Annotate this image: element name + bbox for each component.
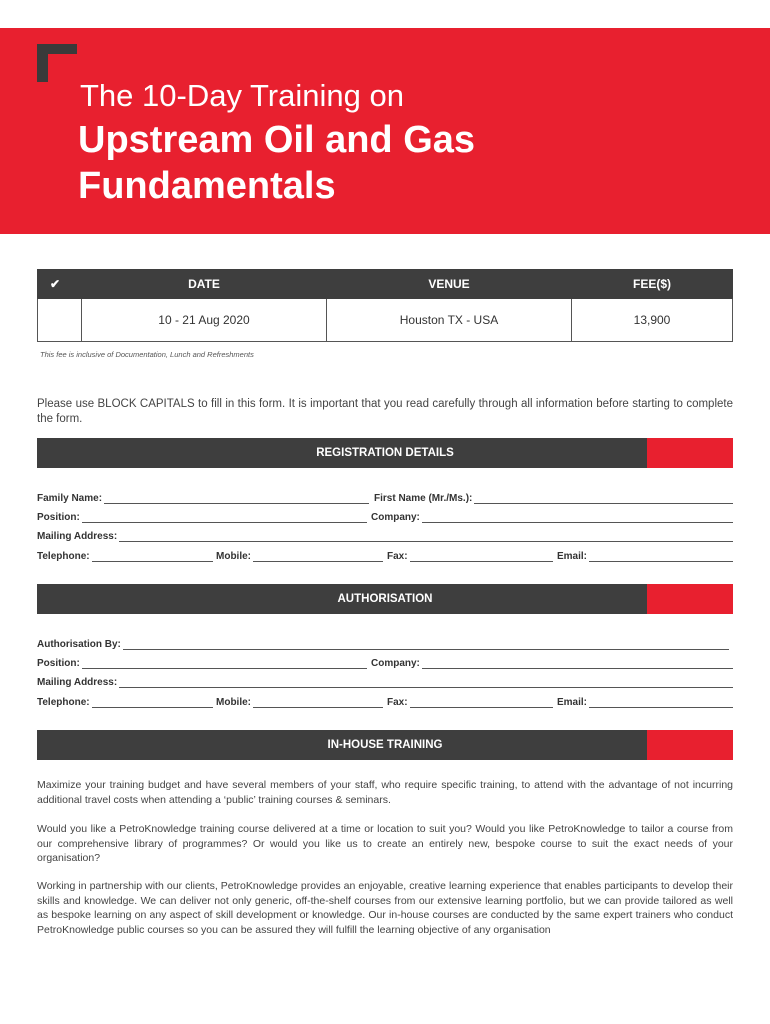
auth-email-field[interactable]: [557, 694, 733, 708]
authorisation-by-label: Authorisation By:: [37, 639, 121, 650]
inhouse-paragraph-2: Would you like a PetroKnowledge training course delivered at a time or location to suit you? Would you like PetroKnowledge to tailor a course from our comprehensive library of programmes? Or would you like us to create an entirely new, bespoke course to suit the exact needs of your organisation?: [37, 823, 733, 864]
schedule-row: [38, 299, 733, 342]
auth-position-label: Position:: [37, 658, 80, 669]
fax-field[interactable]: [387, 548, 553, 562]
form-instructions: Please use BLOCK CAPITALS to fill in this form. It is important that you read carefully through all information before starting to complete the form.: [37, 398, 733, 425]
cell-fee: 13,900: [572, 299, 733, 342]
registration-header: [37, 438, 733, 468]
auth-company-label: Company:: [371, 658, 420, 669]
telephone-field[interactable]: [37, 548, 213, 562]
authorisation-by-field[interactable]: [37, 636, 729, 650]
auth-fax-field[interactable]: [387, 694, 553, 708]
family-name-field[interactable]: [37, 490, 369, 504]
company-label: Company:: [371, 512, 420, 523]
auth-mailing-address-label: Mailing Address:: [37, 677, 118, 688]
check-icon: ✔: [38, 270, 82, 299]
authorisation-header: [37, 584, 733, 614]
title-line-3: Fundamentals: [78, 165, 336, 207]
inhouse-paragraph-1: Maximize your training budget and have several members of your staff, who require specific training, to attend with the advantage of not incurring additional travel costs when attending a ‘public’ training courses & seminars.: [37, 779, 733, 806]
title-line-2: Upstream Oil and Gas: [78, 119, 476, 161]
auth-mailing-address-field[interactable]: [37, 674, 733, 688]
authorisation-title: AUTHORISATION: [337, 593, 433, 605]
schedule-header-row: [38, 270, 733, 299]
header-venue: VENUE: [327, 270, 572, 299]
fax-label: Fax:: [387, 551, 408, 562]
auth-fax-label: Fax:: [387, 697, 408, 708]
first-name-field[interactable]: [374, 490, 733, 504]
fee-note: This fee is inclusive of Documentation, Lunch and Refreshments: [40, 350, 254, 359]
brand-logo-icon: [37, 44, 77, 82]
mobile-label: Mobile:: [216, 551, 251, 562]
cell-date: 10 - 21 Aug 2020: [82, 299, 327, 342]
position-label: Position:: [37, 512, 80, 523]
inhouse-header: [37, 730, 733, 760]
header-date: DATE: [82, 270, 327, 299]
mailing-address-field[interactable]: [37, 528, 733, 542]
auth-telephone-field[interactable]: [37, 694, 213, 708]
auth-mobile-field[interactable]: [216, 694, 383, 708]
select-checkbox[interactable]: [38, 299, 82, 342]
first-name-label: First Name (Mr./Ms.):: [374, 493, 473, 504]
header-fee: FEE($): [572, 270, 733, 299]
cell-venue: Houston TX - USA: [327, 299, 572, 342]
position-field[interactable]: [37, 509, 367, 523]
auth-telephone-label: Telephone:: [37, 697, 90, 708]
title-line-1: The 10-Day Training on: [80, 78, 404, 113]
auth-position-field[interactable]: [37, 655, 367, 669]
mobile-field[interactable]: [216, 548, 383, 562]
auth-email-label: Email:: [557, 697, 588, 708]
auth-mobile-label: Mobile:: [216, 697, 251, 708]
mailing-address-label: Mailing Address:: [37, 531, 118, 542]
registration-title: REGISTRATION DETAILS: [316, 447, 454, 459]
inhouse-paragraph-3: Working in partnership with our clients, PetroKnowledge provides an enjoyable, creative learning experience that enables participants to develop their skills and knowledge. We can deliver not only generic, off-the-shelf courses from our extensive learning portfolio, but we can provide tailored as well as bespoke learning on any aspect of skill development or knowledge. Our in-house courses are conducted by the same expert trainers who conduct PetroKnowledge public courses so you can be assured they will fulfill the learning objective of any organisation: [37, 880, 733, 936]
inhouse-title: IN-HOUSE TRAINING: [327, 739, 443, 751]
email-field[interactable]: [557, 548, 733, 562]
company-field[interactable]: [371, 509, 733, 523]
family-name-label: Family Name:: [37, 493, 103, 504]
auth-company-field[interactable]: [371, 655, 733, 669]
telephone-label: Telephone:: [37, 551, 90, 562]
email-label: Email:: [557, 551, 588, 562]
schedule-table: [37, 269, 733, 342]
